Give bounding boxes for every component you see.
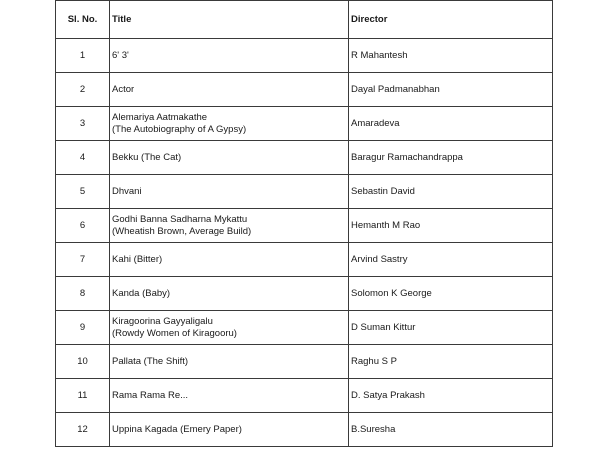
table-row: [56, 39, 553, 73]
table-row: [56, 311, 553, 345]
header-director: Director: [349, 1, 553, 39]
cell-title: [110, 379, 349, 413]
cell-sl-no: 11: [56, 379, 110, 413]
table-row: [56, 277, 553, 311]
cell-sl-no: 12: [56, 413, 110, 447]
table-row: [56, 107, 553, 141]
cell-sl-no: 10: [56, 345, 110, 379]
cell-director: Arvind Sastry: [349, 243, 553, 277]
cell-sl-no: 7: [56, 243, 110, 277]
cell-sl-no: 8: [56, 277, 110, 311]
cell-director: D Suman Kittur: [349, 311, 553, 345]
cell-title: [110, 243, 349, 277]
cell-title: [110, 175, 349, 209]
cell-title: [110, 277, 349, 311]
cell-director: Raghu S P: [349, 345, 553, 379]
title-text: Rama Rama Re...: [112, 389, 189, 401]
cell-director: R Mahantesh: [349, 39, 553, 73]
title-text: Alemariya Aatmakathe: [112, 111, 208, 123]
table-row: [56, 175, 553, 209]
cell-title: [110, 141, 349, 175]
cell-director: Solomon K George: [349, 277, 553, 311]
cell-sl-no: 9: [56, 311, 110, 345]
title-text: Godhi Banna Sadharna Mykattu: [112, 213, 248, 225]
table-row: [56, 73, 553, 107]
cell-title: [110, 311, 349, 345]
table-row: [56, 243, 553, 277]
title-text: Kahi (Bitter): [112, 253, 163, 265]
title-text: Kiragoorina Gayyaligalu: [112, 315, 213, 327]
cell-director: Baragur Ramachandrappa: [349, 141, 553, 175]
cell-title: [110, 209, 349, 243]
cell-director: Dayal Padmanabhan: [349, 73, 553, 107]
cell-director: Hemanth M Rao: [349, 209, 553, 243]
header-row: [56, 1, 553, 39]
title-text: 6' 3': [112, 49, 129, 61]
table-body: [56, 39, 553, 447]
title-text: Uppina Kagada (Emery Paper): [112, 423, 242, 435]
title-translation-text: (Rowdy Women of Kiragooru): [112, 327, 237, 339]
header-title: Title: [110, 1, 349, 39]
title-text: Pallata (The Shift): [112, 355, 189, 367]
cell-title: [110, 73, 349, 107]
table-row: [56, 379, 553, 413]
film-list-table: [55, 0, 553, 447]
cell-title: [110, 413, 349, 447]
cell-director: D. Satya Prakash: [349, 379, 553, 413]
cell-sl-no: 2: [56, 73, 110, 107]
cell-sl-no: 4: [56, 141, 110, 175]
cell-director: B.Suresha: [349, 413, 553, 447]
cell-director: Amaradeva: [349, 107, 553, 141]
title-text: Kanda (Baby): [112, 287, 171, 299]
table-row: [56, 141, 553, 175]
cell-sl-no: 5: [56, 175, 110, 209]
table-header: [56, 1, 553, 39]
table-row: [56, 413, 553, 447]
table-row: [56, 209, 553, 243]
title-translation-text: (The Autobiography of A Gypsy): [112, 123, 247, 135]
cell-title: [110, 345, 349, 379]
cell-title: [110, 107, 349, 141]
title-translation-text: (Wheatish Brown, Average Build): [112, 225, 252, 237]
header-sl-no: Sl. No.: [56, 1, 110, 39]
title-text: Dhvani: [112, 185, 142, 197]
table-row: [56, 345, 553, 379]
title-text: Actor: [112, 83, 135, 95]
title-text: Bekku (The Cat): [112, 151, 182, 163]
cell-sl-no: 6: [56, 209, 110, 243]
cell-title: [110, 39, 349, 73]
cell-sl-no: 3: [56, 107, 110, 141]
cell-director: Sebastin David: [349, 175, 553, 209]
cell-sl-no: 1: [56, 39, 110, 73]
